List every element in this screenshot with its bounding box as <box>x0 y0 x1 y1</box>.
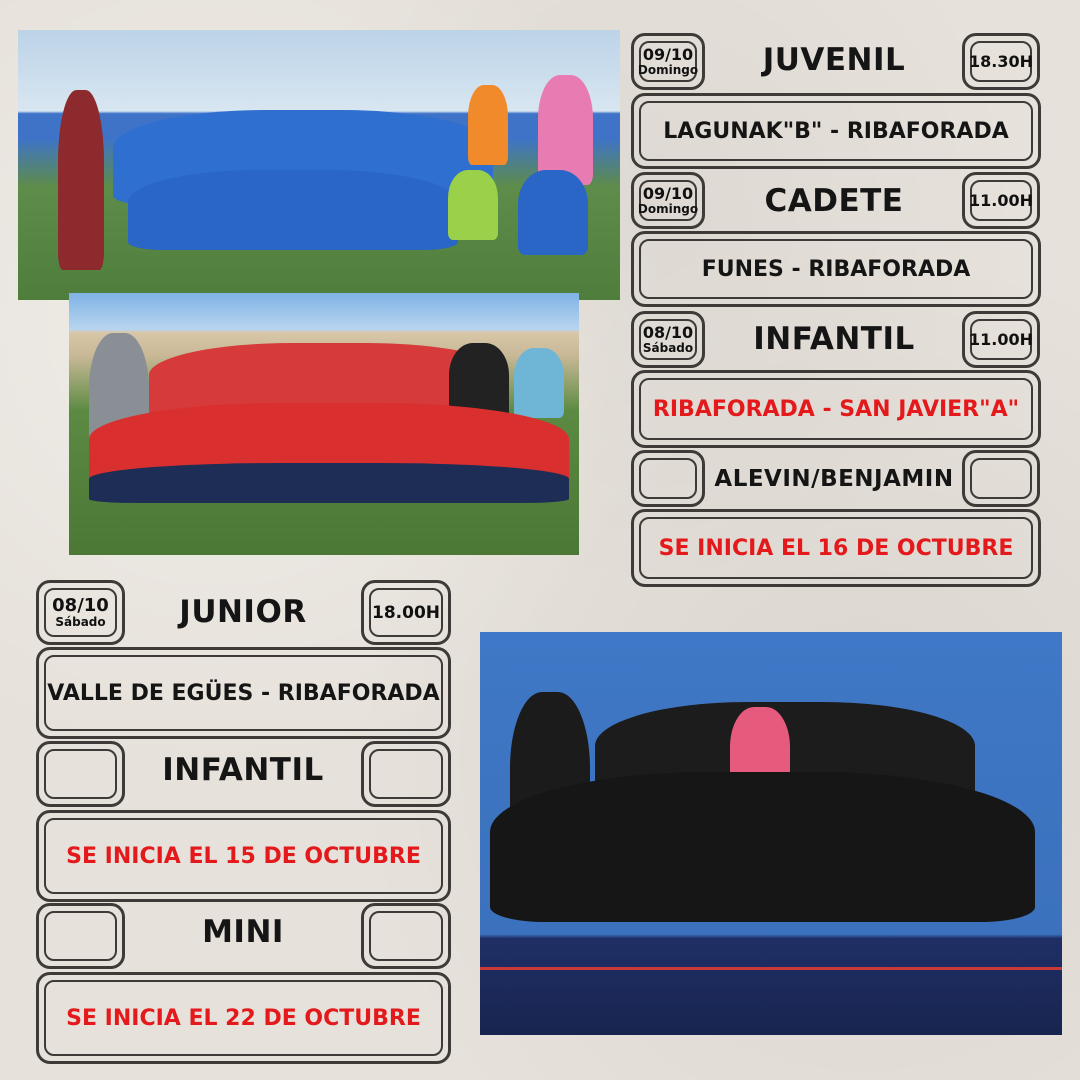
notice-box-infantil-left <box>36 810 451 902</box>
time-box-mini-empty <box>361 903 451 969</box>
time-label: 11.00H <box>969 330 1033 349</box>
photo-youth-football-team <box>18 30 620 300</box>
photo-football-team-red <box>69 293 579 555</box>
date-box-mini-empty <box>36 903 125 969</box>
date-label: 09/10 <box>642 44 694 64</box>
time-label: 11.00H <box>969 191 1033 210</box>
match-label: VALLE DE EGÜES - RIBAFORADA <box>47 680 440 706</box>
match-box-infantil <box>631 370 1041 448</box>
time-box-alevin-empty <box>962 450 1040 507</box>
time-box-junior <box>361 580 451 645</box>
category-title-infantil: INFANTIL <box>753 321 915 357</box>
date-box-alevin-empty <box>631 450 705 507</box>
notice-box-alevin <box>631 509 1041 587</box>
match-label: LAGUNAK"B" - RIBAFORADA <box>663 118 1009 144</box>
match-box-cadete <box>631 231 1041 307</box>
day-label: Domingo <box>637 201 699 216</box>
time-box-juvenil <box>962 33 1040 90</box>
category-title-juvenil: JUVENIL <box>762 42 906 78</box>
match-label: RIBAFORADA - SAN JAVIER"A" <box>652 396 1020 422</box>
time-label: 18.00H <box>372 602 440 623</box>
date-box-juvenil <box>631 33 705 90</box>
match-box-junior <box>36 647 451 739</box>
match-label: FUNES - RIBAFORADA <box>701 256 971 282</box>
notice-box-mini <box>36 972 451 1064</box>
category-title-junior: JUNIOR <box>179 594 307 630</box>
photo-womens-team <box>480 632 1062 1035</box>
date-box-infantil <box>631 311 705 368</box>
match-box-juvenil <box>631 93 1041 169</box>
time-box-infantil <box>962 311 1040 368</box>
time-label: 18.30H <box>969 52 1033 71</box>
day-label: Sábado <box>55 614 106 629</box>
date-box-junior <box>36 580 125 645</box>
time-box-cadete <box>962 172 1040 229</box>
notice-label: SE INICIA EL 15 DE OCTUBRE <box>66 843 421 869</box>
date-label: 08/10 <box>52 594 109 616</box>
time-box-infantil-left-empty <box>361 741 451 807</box>
category-title-alevin-benjamin: ALEVIN/BENJAMIN <box>714 466 954 492</box>
notice-label: SE INICIA EL 16 DE OCTUBRE <box>658 535 1014 561</box>
category-title-mini: MINI <box>202 914 284 950</box>
date-box-cadete <box>631 172 705 229</box>
date-label: 09/10 <box>642 183 694 203</box>
category-title-cadete: CADETE <box>764 183 904 219</box>
day-label: Domingo <box>637 62 699 77</box>
day-label: Sábado <box>642 340 694 355</box>
date-box-infantil-left-empty <box>36 741 125 807</box>
date-label: 08/10 <box>642 322 694 342</box>
notice-label: SE INICIA EL 22 DE OCTUBRE <box>66 1005 421 1031</box>
category-title-infantil-left: INFANTIL <box>162 752 324 788</box>
